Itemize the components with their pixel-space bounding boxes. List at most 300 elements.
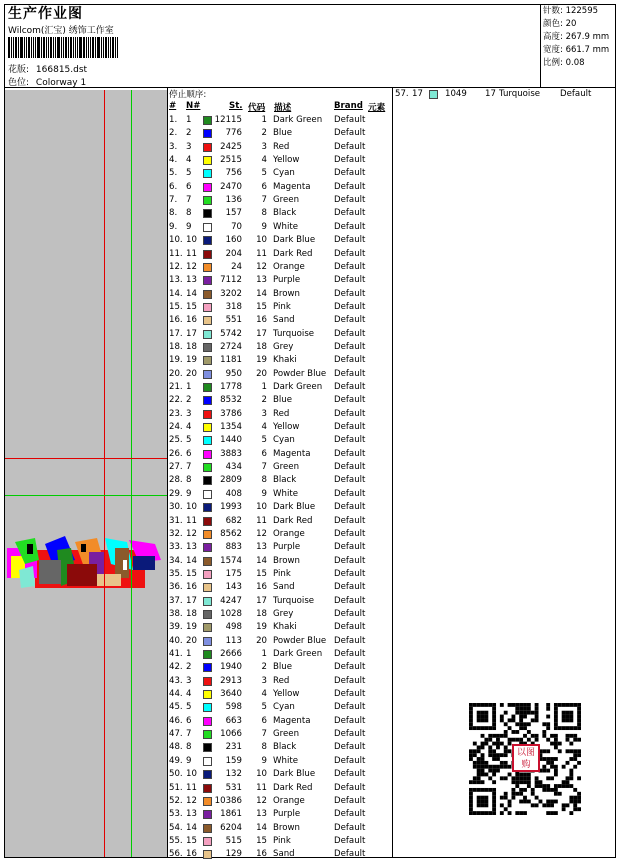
row-description: Pink: [273, 301, 291, 312]
col-header-n: N#: [186, 101, 201, 111]
row-description: Dark Green: [273, 649, 323, 659]
color-swatch: [203, 423, 212, 432]
row-brand: Default: [334, 448, 366, 459]
color-swatch: [203, 583, 212, 592]
row-number: 1.: [169, 115, 178, 125]
table-row: [169, 768, 391, 781]
row-code: 12: [256, 261, 267, 272]
row-number: 57.: [395, 89, 409, 99]
row-number: 39.: [169, 622, 183, 633]
row-code: 2: [261, 395, 267, 406]
row-stitches: 1861: [220, 809, 242, 820]
row-color-index: 10: [186, 769, 197, 780]
color-swatch: [203, 463, 212, 472]
stat-colors: 颜色: 20: [543, 19, 577, 29]
row-color-index: 8: [186, 475, 192, 486]
stat-stitches: 针数: 122595: [543, 6, 599, 16]
row-code: 9: [261, 221, 267, 232]
color-swatch: [203, 156, 212, 165]
table-row: [169, 701, 391, 714]
row-description: White: [273, 221, 298, 232]
table-row: [169, 541, 391, 554]
color-swatch: [203, 396, 212, 405]
color-swatch: [203, 784, 212, 793]
row-color-index: 4: [186, 155, 192, 166]
row-number: 28.: [169, 475, 183, 486]
row-color-index: 11: [186, 782, 197, 793]
row-description: Green: [273, 195, 300, 206]
color-swatch: [203, 703, 212, 712]
row-color-index: 5: [186, 702, 192, 713]
table-row: [169, 301, 391, 314]
row-stitches: 1940: [220, 662, 242, 673]
row-color-index: 15: [186, 301, 197, 312]
qr-stamp: [512, 744, 540, 772]
row-color-index: 3: [186, 675, 192, 686]
row-brand: Default: [334, 315, 366, 326]
table-row: [169, 448, 391, 461]
embroidery-design-preview: [5, 530, 167, 600]
table-row: [169, 808, 391, 821]
row-description: Sand: [273, 582, 295, 593]
row-brand: Default: [334, 675, 366, 686]
color-swatch: [203, 677, 212, 686]
row-number: 48.: [169, 742, 183, 753]
table-row: [169, 314, 391, 327]
row-color-index: 1: [186, 649, 192, 659]
row-description: Dark Blue: [273, 502, 316, 513]
table-row: [169, 194, 391, 207]
row-number: 21.: [169, 382, 183, 392]
table-row: [169, 234, 391, 247]
qr-stamp-text: 以图购: [516, 748, 535, 770]
row-number: 16.: [169, 315, 183, 326]
row-color-index: 14: [186, 288, 197, 299]
color-swatch: [203, 129, 212, 138]
row-number: 19.: [169, 355, 183, 366]
row-description: Khaki: [273, 622, 297, 633]
row-stitches: 2515: [220, 155, 242, 166]
row-stitches: 2724: [220, 341, 242, 352]
row-description: Turquoise: [273, 595, 315, 606]
color-swatch: [203, 143, 212, 152]
row-number: 37.: [169, 595, 183, 606]
row-code: 3: [261, 141, 267, 152]
row-code: 6: [261, 181, 267, 192]
design-stats: [543, 5, 609, 70]
row-code: 19: [256, 355, 267, 366]
row-number: 54.: [169, 822, 183, 833]
color-swatch: [203, 530, 212, 539]
row-description: Powder Blue: [273, 635, 327, 646]
row-code: 13: [256, 542, 267, 553]
row-stitches: 70: [231, 221, 242, 232]
header-divider-vertical: [540, 4, 541, 88]
row-color-index: 7: [186, 195, 192, 206]
row-code: 8: [261, 208, 267, 219]
table-row: [169, 555, 391, 568]
row-number: 10.: [169, 235, 183, 246]
row-description: Turquoise: [273, 328, 315, 339]
color-swatch: [203, 223, 212, 232]
row-stitches: 113: [225, 635, 242, 646]
row-code: 16: [256, 582, 267, 593]
row-brand: Default: [334, 288, 366, 299]
table-row: [169, 274, 391, 287]
table-row: [169, 248, 391, 261]
page-title: 生产作业图: [8, 6, 83, 22]
row-number: 27.: [169, 462, 183, 473]
table-row: [169, 288, 391, 301]
row-number: 25.: [169, 435, 183, 446]
row-stitches: 498: [225, 622, 242, 633]
row-stitches: 434: [225, 462, 242, 473]
row-color-index: 20: [186, 368, 197, 379]
row-stitches: 204: [225, 248, 242, 259]
table-row: [169, 675, 391, 688]
row-color-index: 13: [186, 542, 197, 553]
row-stitches: 5742: [220, 328, 242, 339]
row-description: Yellow: [273, 155, 300, 166]
color-swatch: [203, 757, 212, 766]
table-row: [169, 848, 391, 861]
col-header-stitches: St.: [229, 101, 243, 111]
row-code: 5: [261, 435, 267, 446]
row-code: 20: [256, 368, 267, 379]
row-number: 20.: [169, 368, 183, 379]
row-description: Red: [273, 408, 290, 419]
row-brand: Default: [334, 809, 366, 820]
row-code: 11: [256, 515, 267, 526]
row-color-index: 18: [186, 608, 197, 619]
color-swatch: [203, 743, 212, 752]
row-brand: Default: [334, 715, 366, 726]
table-row: [169, 488, 391, 501]
row-description: Grey: [273, 608, 294, 619]
row-stitches: 408: [225, 488, 242, 499]
row-description: Black: [273, 742, 297, 753]
row-description: Dark Red: [273, 515, 313, 526]
color-swatch: [203, 450, 212, 459]
row-code: 15: [256, 568, 267, 579]
row-code: 9: [261, 755, 267, 766]
row-description: Cyan: [273, 702, 295, 713]
row-code: 6: [261, 448, 267, 459]
row-stitches: 2425: [220, 141, 242, 152]
table-row: [169, 474, 391, 487]
row-color-index: 20: [186, 635, 197, 646]
table-row: [169, 181, 391, 194]
row-stitches: 756: [225, 168, 242, 179]
row-color-index: 14: [186, 822, 197, 833]
color-swatch: [203, 730, 212, 739]
row-color-index: 16: [186, 582, 197, 593]
row-color-index: 6: [186, 715, 192, 726]
row-code: 13: [256, 275, 267, 286]
color-swatch: [203, 850, 212, 859]
table-row: [169, 207, 391, 220]
row-description: Red: [273, 675, 290, 686]
row-code: 11: [256, 782, 267, 793]
row-brand: Default: [334, 422, 366, 433]
row-code: 2: [261, 662, 267, 673]
design-file-label: 花版:: [8, 65, 30, 75]
row-number: 42.: [169, 662, 183, 673]
row-description: Dark Red: [273, 248, 313, 259]
row-code: 4: [261, 422, 267, 433]
table-row: [169, 354, 391, 367]
row-description: Blue: [273, 395, 293, 406]
table-row: [169, 434, 391, 447]
row-number: 53.: [169, 809, 183, 820]
row-brand: Default: [334, 595, 366, 606]
row-color-index: 5: [186, 435, 192, 446]
row-description: Orange: [273, 795, 305, 806]
row-stitches: 6204: [220, 822, 242, 833]
row-color-index: 13: [186, 275, 197, 286]
row-brand: Default: [334, 261, 366, 272]
row-description: Pink: [273, 568, 291, 579]
table-row: [169, 755, 391, 768]
row-brand: Default: [334, 155, 366, 166]
row-color-index: 1: [186, 382, 192, 392]
row-stitches: 175: [225, 568, 242, 579]
row-brand: Default: [334, 382, 366, 392]
row-code: 10: [256, 769, 267, 780]
row-code: 15: [256, 301, 267, 312]
row-number: 26.: [169, 448, 183, 459]
row-color-index: 2: [186, 662, 192, 673]
row-stitches: 132: [225, 769, 242, 780]
stop-sequence-title: 停止顺序:: [169, 90, 207, 100]
row-stitches: 776: [225, 128, 242, 139]
row-brand: Default: [334, 168, 366, 179]
table-row: [169, 621, 391, 634]
color-swatch: [203, 236, 212, 245]
row-stitches: 160: [225, 235, 242, 246]
row-number: 4.: [169, 155, 178, 166]
row-color-index: 16: [186, 849, 197, 860]
row-code: 17: [256, 595, 267, 606]
color-swatch: [203, 183, 212, 192]
guide-line-red-horizontal: [5, 458, 167, 459]
guide-line-green-vertical: [131, 90, 132, 857]
row-code: 10: [256, 235, 267, 246]
row-color-index: 19: [186, 622, 197, 633]
row-description: Magenta: [273, 715, 311, 726]
row-brand: Default: [334, 515, 366, 526]
table-row: [169, 368, 391, 381]
row-color-index: 11: [186, 515, 197, 526]
row-description: White: [273, 755, 298, 766]
row-code: 16: [256, 315, 267, 326]
row-brand: Default: [334, 141, 366, 152]
row-code: 11: [256, 248, 267, 259]
row-color-index: 15: [186, 835, 197, 846]
color-swatch: [203, 476, 212, 485]
row-stitches: 883: [225, 542, 242, 553]
row-brand: Default: [334, 689, 366, 700]
color-swatch: [203, 356, 212, 365]
color-swatch: [203, 543, 212, 552]
stat-height: 高度: 267.9 mm: [543, 32, 610, 42]
row-code: 2: [261, 128, 267, 139]
canvas-divider: [167, 87, 168, 858]
row-brand: Default: [334, 235, 366, 246]
row-stitches: 159: [225, 755, 242, 766]
row-code: 12: [256, 795, 267, 806]
color-swatch: [203, 690, 212, 699]
row-brand: Default: [334, 849, 366, 860]
row-number: 6.: [169, 181, 178, 192]
row-stitches: 1354: [220, 422, 242, 433]
row-stitches: 1574: [220, 555, 242, 566]
color-swatch: [203, 196, 212, 205]
row-brand: Default: [334, 435, 366, 446]
row-color-index: 9: [186, 221, 192, 232]
row-brand: Default: [334, 395, 366, 406]
col-header-num: #: [169, 101, 177, 111]
row-description: Orange: [273, 261, 305, 272]
row-color-index: 2: [186, 128, 192, 139]
row-stitches: 12115: [214, 115, 242, 125]
row-color-index: 3: [186, 408, 192, 419]
row-stitches: 7112: [220, 275, 242, 286]
row-number: 46.: [169, 715, 183, 726]
row-brand: Default: [334, 275, 366, 286]
row-number: 11.: [169, 248, 183, 259]
col-header-description: 描述: [274, 103, 292, 113]
row-color-index: 4: [186, 422, 192, 433]
design-file-value: 166815.dst: [35, 65, 88, 75]
row-description: Blue: [273, 128, 293, 139]
row-color-index: 17: [186, 328, 197, 339]
row-color-index: 9: [186, 755, 192, 766]
row-code: 1: [261, 382, 267, 392]
row-color-index: 3: [186, 141, 192, 152]
row-color-index: 12: [186, 795, 197, 806]
row-stitches: 2913: [220, 675, 242, 686]
table-row: [169, 461, 391, 474]
row-brand: Default: [334, 555, 366, 566]
row-color-index: 1: [186, 115, 192, 125]
company-name: Wilcom(汇宝) 绣饰工作室: [8, 26, 114, 36]
row-code: 13: [256, 809, 267, 820]
color-swatch: [203, 116, 212, 125]
color-swatch: [203, 650, 212, 659]
row-color-index: 11: [186, 248, 197, 259]
row-brand: Default: [334, 662, 366, 673]
column-divider: [392, 87, 393, 858]
row-description: Brown: [273, 288, 300, 299]
row-number: 49.: [169, 755, 183, 766]
row-brand: Default: [334, 608, 366, 619]
row-brand: Default: [334, 769, 366, 780]
guide-line-green-horizontal: [5, 495, 167, 496]
row-stitches: 1049: [445, 89, 467, 99]
row-stitches: 143: [225, 582, 242, 593]
table-row: [169, 394, 391, 407]
row-code: 3: [261, 675, 267, 686]
row-stitches: 24: [231, 261, 242, 272]
row-description: Purple: [273, 809, 301, 820]
row-description: Grey: [273, 341, 294, 352]
row-stitches: 129: [225, 849, 242, 860]
table-row: [169, 114, 391, 127]
row-color-index: 13: [186, 809, 197, 820]
row-number: 23.: [169, 408, 183, 419]
row-description: Pink: [273, 835, 291, 846]
row-stitches: 1066: [220, 729, 242, 740]
row-color-index: 16: [186, 315, 197, 326]
row-number: 45.: [169, 702, 183, 713]
row-color-index: 12: [186, 528, 197, 539]
row-stitches: 2809: [220, 475, 242, 486]
row-stitches: 1993: [220, 502, 242, 513]
row-code: 18: [256, 608, 267, 619]
stat-scale: 比例: 0.08: [543, 58, 585, 68]
row-number: 55.: [169, 835, 183, 846]
row-brand: Default: [334, 248, 366, 259]
table-row: [169, 595, 391, 608]
table-row: [169, 835, 391, 848]
row-brand: Default: [334, 568, 366, 579]
row-description: Turquoise: [499, 89, 541, 99]
row-code: 1: [261, 649, 267, 659]
row-code: 4: [261, 689, 267, 700]
row-number: 52.: [169, 795, 183, 806]
row-code: 8: [261, 742, 267, 753]
row-code: 15: [256, 835, 267, 846]
row-color-index: 8: [186, 742, 192, 753]
row-brand: Default: [334, 462, 366, 473]
design-file-row: [8, 62, 87, 75]
row-stitches: 4247: [220, 595, 242, 606]
row-code: 8: [261, 475, 267, 486]
row-number: 32.: [169, 528, 183, 539]
table-row: [169, 381, 391, 394]
row-number: 41.: [169, 649, 183, 659]
row-description: Dark Green: [273, 382, 323, 392]
color-swatch: [203, 637, 212, 646]
row-code: 14: [256, 288, 267, 299]
row-description: Dark Red: [273, 782, 313, 793]
row-stitches: 1778: [220, 382, 242, 392]
row-brand: Default: [334, 355, 366, 366]
table-row: [169, 782, 391, 795]
row-number: 31.: [169, 515, 183, 526]
row-color-index: 7: [186, 462, 192, 473]
header-divider-horizontal: [4, 87, 616, 88]
row-brand: Default: [334, 755, 366, 766]
row-brand: Default: [334, 488, 366, 499]
table-row: [169, 127, 391, 140]
row-number: 12.: [169, 261, 183, 272]
row-code: 1: [261, 115, 267, 125]
design-preview: [5, 90, 167, 857]
row-code: 18: [256, 341, 267, 352]
row-number: 13.: [169, 275, 183, 286]
colorway-value: Colorway 1: [35, 78, 87, 88]
row-description: Sand: [273, 315, 295, 326]
table-row: [169, 741, 391, 754]
color-swatch: [203, 717, 212, 726]
row-description: White: [273, 488, 298, 499]
color-swatch: [203, 570, 212, 579]
row-brand: Default: [334, 221, 366, 232]
row-brand: Default: [334, 195, 366, 206]
row-number: 51.: [169, 782, 183, 793]
